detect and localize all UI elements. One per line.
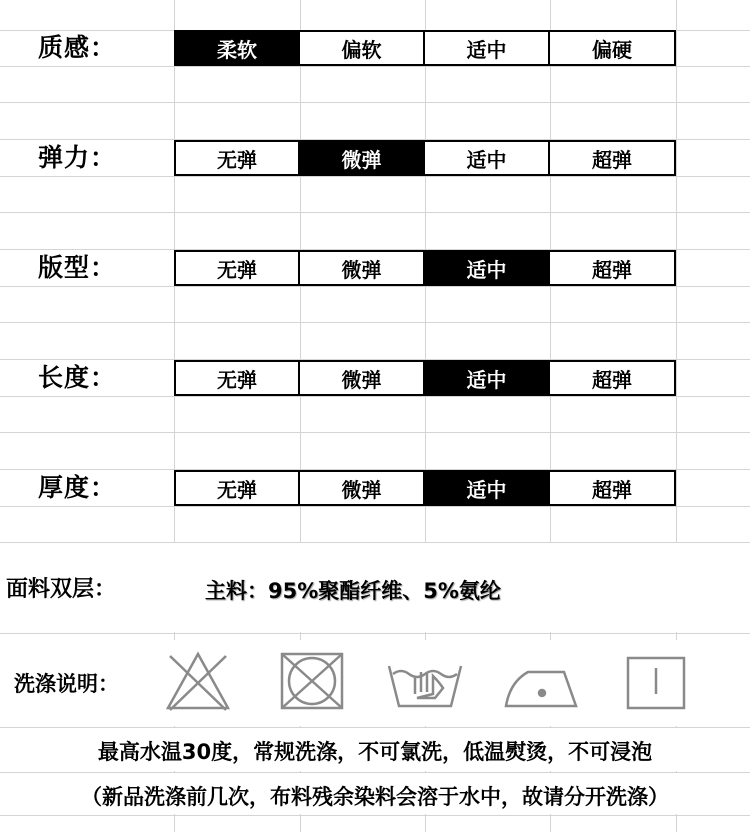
option-group [174, 360, 676, 396]
no-tumble-dry-icon [158, 648, 238, 714]
option: 超弹 [549, 360, 676, 396]
option: 偏硬 [549, 30, 676, 66]
attribute-label: 弹力： [38, 143, 117, 172]
wash-note-primary: 最高水温30度，常规洗涤，不可氯洗，低温熨烫，不可浸泡 [97, 740, 653, 764]
low-iron-icon [500, 648, 580, 714]
option-selected: 适中 [424, 360, 549, 396]
option-group [174, 30, 676, 66]
no-dry-clean-icon [272, 648, 352, 714]
option: 无弹 [174, 470, 299, 506]
option: 偏软 [299, 30, 424, 66]
fabric-label: 面料双层： [6, 576, 117, 602]
care-label: 洗涤说明： [14, 671, 119, 696]
option-selected: 适中 [424, 470, 549, 506]
option: 适中 [424, 30, 549, 66]
option-group [174, 250, 676, 286]
option-group [174, 140, 676, 176]
hand-wash-icon [385, 648, 465, 714]
option: 无弹 [174, 250, 299, 286]
fabric-composition: 主料：95%聚酯纤维、5%氨纶 [205, 579, 501, 603]
dry-flat-icon [618, 648, 698, 714]
option: 无弹 [174, 140, 299, 176]
option: 无弹 [174, 360, 299, 396]
attribute-label: 长度： [38, 363, 117, 392]
option: 超弹 [549, 470, 676, 506]
attribute-label: 版型： [38, 253, 117, 282]
option-selected: 适中 [424, 250, 549, 286]
option-selected: 柔软 [174, 30, 299, 66]
option: 微弹 [299, 250, 424, 286]
option-group [174, 470, 676, 506]
option: 适中 [424, 140, 549, 176]
option: 超弹 [549, 250, 676, 286]
attribute-label: 质感： [38, 33, 117, 62]
wash-note-secondary: （新品洗涤前几次，布料残余染料会溶于水中，故请分开洗涤） [81, 785, 669, 809]
option: 超弹 [549, 140, 676, 176]
option-selected: 微弹 [299, 140, 424, 176]
option: 微弹 [299, 470, 424, 506]
attribute-label: 厚度： [38, 473, 117, 502]
option: 微弹 [299, 360, 424, 396]
